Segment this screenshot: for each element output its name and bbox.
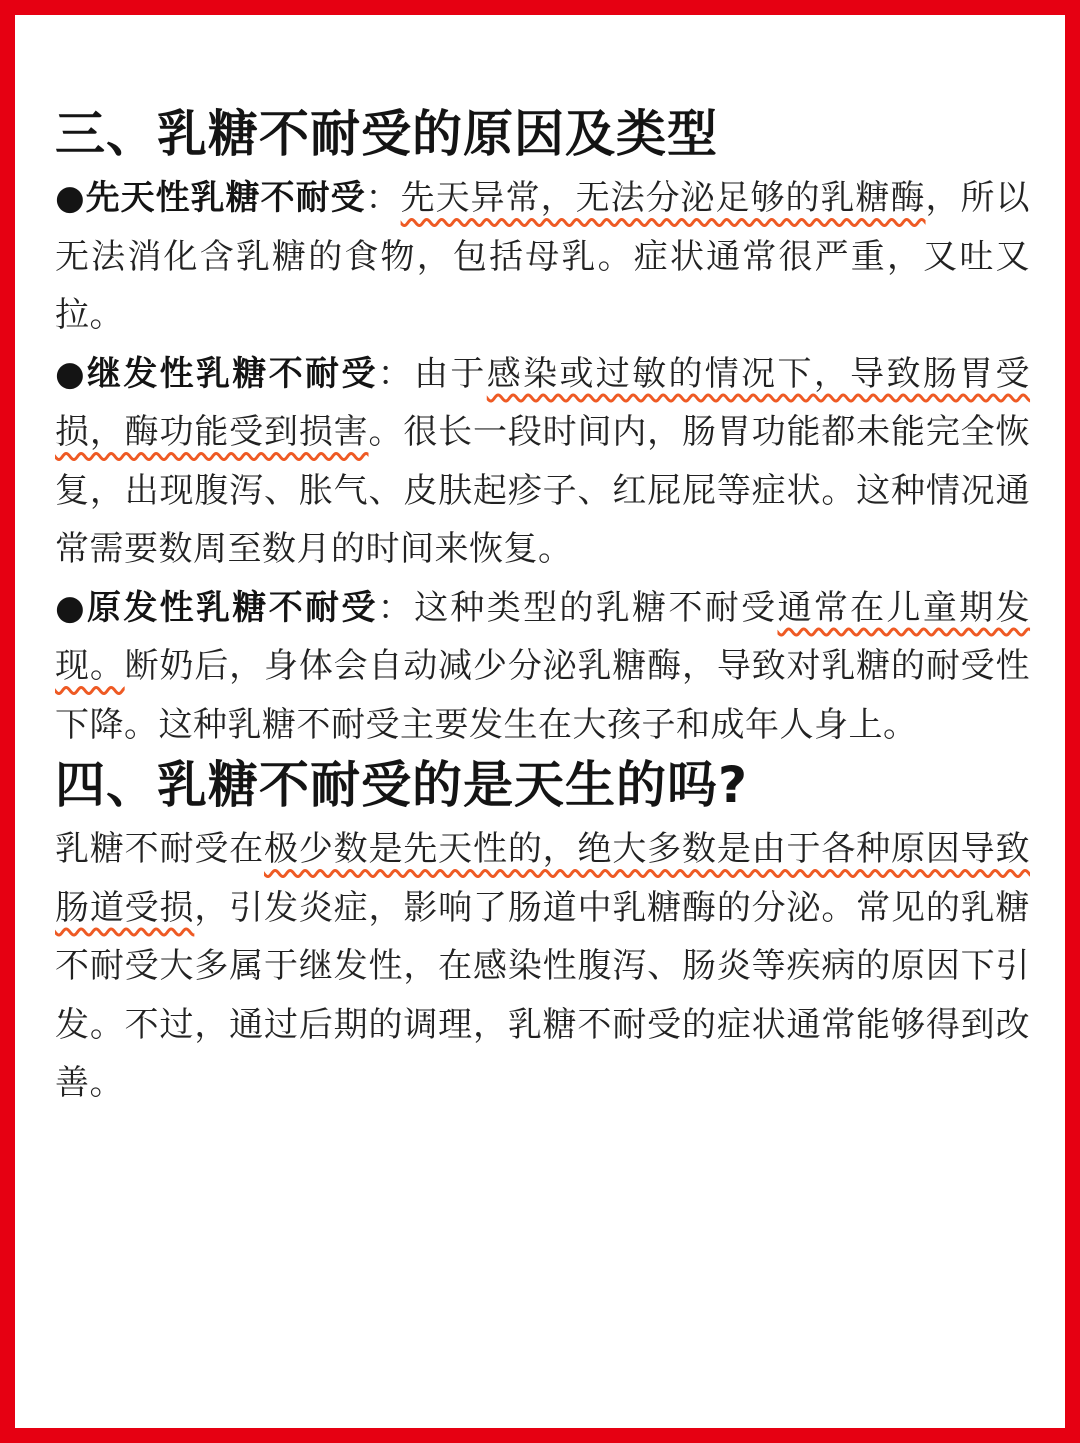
item-congenital-text: ，所以无法消化含乳糖的食物，包括母乳。症状通常很严重，又吐又拉。	[55, 178, 1031, 335]
section-4-body	[55, 820, 1030, 1113]
section-4-title: 四、乳糖不耐受的是天生的吗?	[55, 756, 749, 814]
item-secondary-highlight: 感染或过敏的情况下，导致肠胃受损，酶功能受到损害	[55, 353, 1031, 452]
section-4-text: ，引发炎症，影响了肠道中乳糖酶的分泌。常见的乳糖不耐受大多属于继发性，在感染性腹泻、肠炎等疾病的原因下引发。不过，通过后期的调理，乳糖不耐受的症状通常能够得到改善。	[55, 887, 1031, 1103]
item-primary-text: 断奶后，身体会自动减少分泌乳糖酶，导致对乳糖的耐受性下降。这种乳糖不耐受主要发生在大孩子和成年人身上。	[55, 646, 1031, 745]
item-congenital-colon: ：	[365, 178, 401, 218]
item-primary-prefix: 这种类型的乳糖不耐受	[414, 587, 778, 628]
item-secondary-prefix: 由于	[414, 353, 487, 394]
item-congenital-highlight: 先天异常，无法分泌足够的乳糖酶	[400, 178, 926, 218]
item-primary-colon: ：	[377, 587, 415, 628]
item-secondary-colon: ：	[377, 353, 415, 394]
item-congenital-lead: ●先天性乳糖不耐受	[55, 178, 366, 218]
section-3-title: 三、乳糖不耐受的原因及类型	[55, 105, 718, 163]
section-4-prefix: 乳糖不耐受在	[55, 829, 264, 869]
page-card	[15, 15, 1065, 1428]
item-secondary	[55, 345, 1030, 579]
section-4-highlight: 极少数是先天性的，绝大多数是由于各种原因导致肠道受损	[55, 829, 1030, 928]
item-secondary-text: 。很长一段时间内，肠胃功能都未能完全恢复，出现腹泻、胀气、皮肤起疹子、红屁屁等症状。这种情况通常需要数周至数月的时间来恢复。	[55, 412, 1030, 569]
item-congenital	[55, 169, 1030, 345]
article-content	[55, 103, 1030, 1113]
item-secondary-lead: ●继发性乳糖不耐受	[55, 353, 378, 394]
item-primary-highlight: 通常在儿童期发现。	[55, 587, 1031, 686]
item-primary-lead: ●原发性乳糖不耐受	[55, 587, 378, 628]
item-primary	[55, 579, 1030, 755]
